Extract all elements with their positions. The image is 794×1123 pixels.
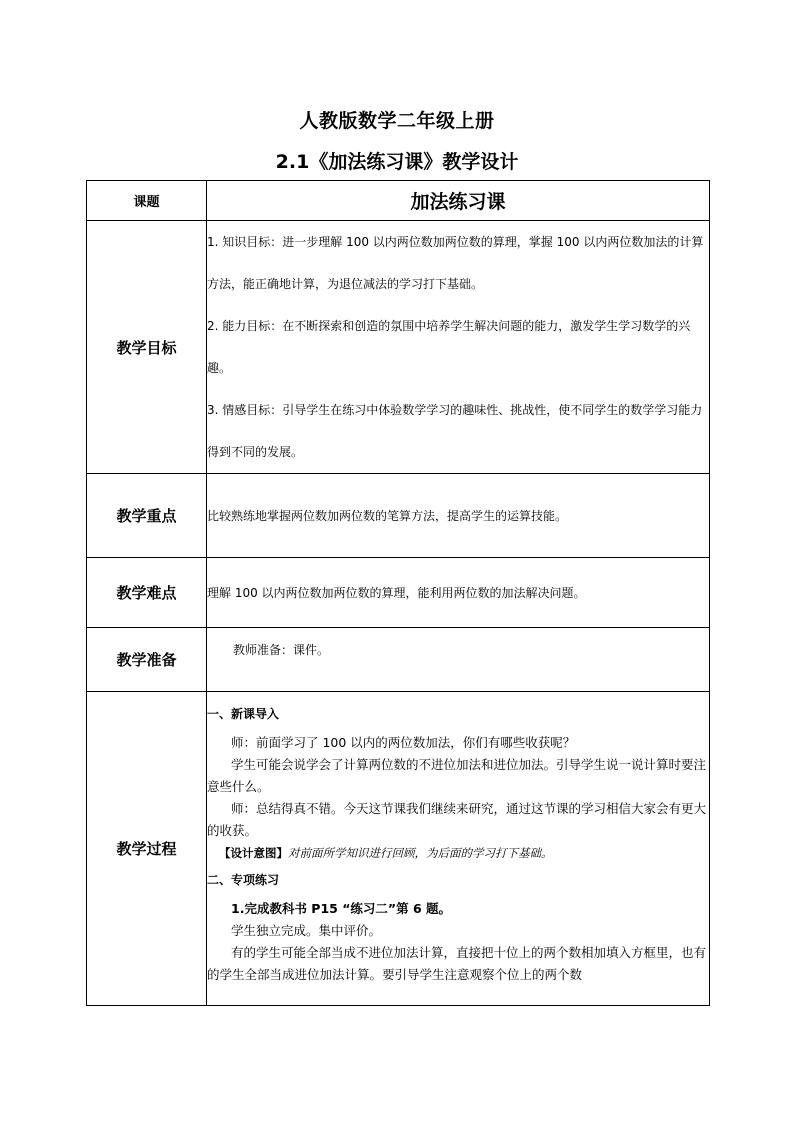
lesson-plan-table: [86, 180, 710, 1006]
table-row-topic: [87, 181, 710, 221]
difficulty-text: 理解 100 以内两位数加两位数的算理，能利用两位数的加法解决问题。: [207, 558, 710, 628]
section-new-lesson-title: 一、新课导入: [207, 707, 280, 721]
table-row-prep: [87, 628, 710, 692]
process-label: 教学过程: [87, 692, 207, 1006]
topic-label: 课题: [87, 181, 207, 221]
design-intent-tag: 【设计意图】: [219, 846, 288, 860]
goal-ability: 2. 能力目标：在不断探索和创造的氛围中培养学生解决问题的能力，激发学生学习数学的兴趣。: [207, 319, 691, 375]
process-paragraph: 师：总结得真不错。今天这节课我们继续来研究，通过这节课的学习相信大家会有更大的收获。: [207, 801, 707, 838]
table-row-key: [87, 474, 710, 558]
table-row-difficulty: [87, 558, 710, 628]
prep-cell: [207, 628, 710, 692]
key-label: 教学重点: [87, 474, 207, 558]
page-subtitle: 2.1《加法练习课》教学设计: [275, 151, 519, 173]
prep-text: 教师准备：课件。: [233, 643, 330, 657]
goal-emotion: 3. 情感目标：引导学生在练习中体验数学学习的趣味性、挑战性，使不同学生的数学学习能力得到不同的发展。: [207, 403, 703, 459]
section-practice-title: 二、专项练习: [207, 873, 280, 887]
process-paragraph: 师：前面学习了 100 以内的两位数加法，你们有哪些收获呢？: [231, 735, 576, 750]
process-cell: [207, 692, 710, 1006]
practice-item-title: 1.完成教科书 P15 “练习二”第 6 题。: [231, 901, 452, 916]
goals-cell: [207, 221, 710, 474]
goal-knowledge: 1. 知识目标：进一步理解 100 以内两位数加两位数的算理，掌握 100 以内两位数加法的计算方法，能正确地计算，为退位减法的学习打下基础。: [207, 235, 704, 291]
topic-value: 加法练习课: [207, 181, 710, 221]
process-paragraph: 学生可能会说学会了计算两位数的不进位加法和进位加法。引导学生说一说计算时要注意些什么。: [207, 757, 707, 794]
process-paragraph: 有的学生可能全部当成不进位加法计算，直接把十位上的两个数相加填入方框里，也有的学生全部当成进位加法计算。要引导学生注意观察个位上的两个数: [207, 945, 707, 982]
goals-label: 教学目标: [87, 221, 207, 474]
design-intent: [207, 842, 709, 864]
page-title: 人教版数学二年级上册: [299, 110, 495, 132]
design-intent-text: 对前面所学知识进行回顾，为后面的学习打下基础。: [288, 846, 553, 860]
process-paragraph: 学生独立完成。集中评价。: [231, 923, 382, 938]
difficulty-label: 教学难点: [87, 558, 207, 628]
table-row-goals: [87, 221, 710, 474]
key-text: 比较熟练地掌握两位数加两位数的笔算方法，提高学生的运算技能。: [207, 474, 710, 558]
prep-label: 教学准备: [87, 628, 207, 692]
table-row-process: [87, 692, 710, 1006]
